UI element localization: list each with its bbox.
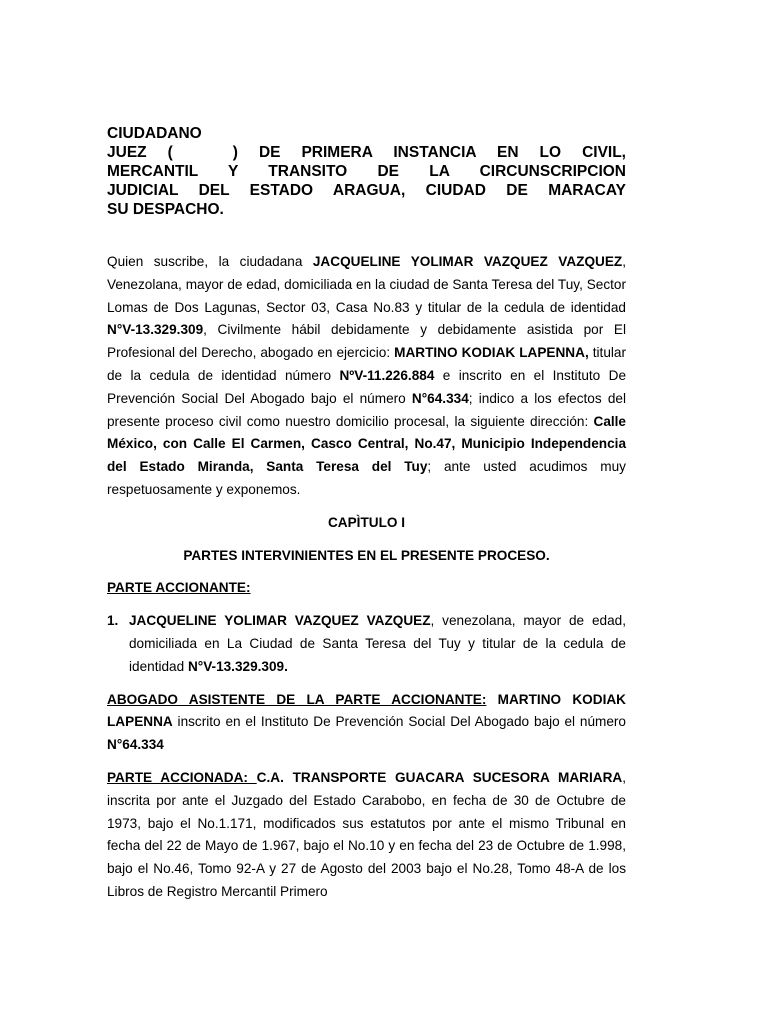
plaintiff-heading: PARTE ACCIONANTE: [107, 580, 251, 596]
defendant-paragraph: PARTE ACCIONADA: C.A. TRANSPORTE GUACARA SUCESORA MARIARA, inscrita por ante el Juzgado del Estado Carabobo, en fecha de 30 de Octubre de 1973, bajo el No.1.171, modificados sus estatutos por ante el mismo Tribunal en fecha del 22 de Mayo de 1.967, bajo el No.10 y en fecha del 23 de Octubre de 1.998, bajo el No.46, Tomo 92-A y 27 de Agosto del 2003 bajo el No.28, Tomo 48-A de los Libros de Registro Mercantil Primero [107, 769, 626, 899]
chapter-title: CAPÌTULO I [327, 514, 406, 530]
header-line-3: MERCANTIL Y TRANSITO DE LA CIRCUNSCRIPCION [107, 163, 626, 180]
lawyer-id: NºV-11.226.884 [339, 367, 435, 383]
addressee-header [107, 124, 626, 219]
list-item [107, 610, 626, 678]
list-item-text: JACQUELINE YOLIMAR VAZQUEZ VAZQUEZ, venezolana, mayor de edad, domiciliada en La Ciudad de Santa Teresa del Tuy y titular de la cedula de identidad N°V-13.329.309. [129, 613, 626, 674]
plaintiff-id: N°V-13.329.309 [107, 322, 204, 338]
intro-paragraph: Quien suscribe, la ciudadana JACQUELINE YOLIMAR VAZQUEZ VAZQUEZ, Venezolana, mayor de edad, domiciliada en la ciudad de Santa Teresa del Tuy, Sector Lomas de Dos Lagunas, Sector 03, Casa No.83 y titular de la cedula de identidad N°V-13.329.309, Civilmente hábil debidamente y debidamente asistida por El Profesional del Derecho, abogado en ejercicio: MARTINO KODIAK LAPENNA, titular de la cedula de identidad número NºV-11.226.884 e inscrito en el Instituto De Prevención Social Del Abogado bajo el número N°64.334; indico a los efectos del presente proceso civil como nuestro domicilio procesal, la siguiente dirección: Calle México, con Calle El Carmen, Casco Central, No.47, Municipio Independencia del Estado Miranda, Santa Teresa del Tuy; ante usted acudimos muy respetuosamente y exponemos. [107, 254, 627, 497]
lawyer-ipsa: N°64.334 [411, 390, 469, 406]
header-line-2: JUEZ ( ) DE PRIMERA INSTANCIA EN LO CIVIL, [107, 144, 626, 161]
plaintiff-name: JACQUELINE YOLIMAR VAZQUEZ VAZQUEZ [312, 254, 623, 269]
list-number: 1. [107, 613, 119, 629]
header-line-5: SU DESPACHO. [107, 201, 224, 218]
assisting-lawyer-paragraph: ABOGADO ASISTENTE DE LA PARTE ACCIONANTE: MARTINO KODIAK LAPENNA inscrito en el Instituto De Prevención Social Del Abogado bajo el número N°64.334 [107, 691, 626, 753]
chapter-subtitle: PARTES INTERVINIENTES EN EL PRESENTE PROCESO. [183, 547, 550, 563]
defendant-name: C.A. TRANSPORTE GUACARA SUCESORA MARIARA [256, 769, 623, 785]
header-line-1: CIUDADANO [107, 125, 202, 142]
procedural-address: Calle México, con Calle El Carmen, Casco Central, No.47, Municipio Independencia del Estado Miranda, Santa Teresa del Tuy [107, 413, 626, 475]
assisting-lawyer-heading: ABOGADO ASISTENTE DE LA PARTE ACCIONANTE: [107, 691, 487, 707]
document-page [107, 124, 626, 904]
lawyer-name: MARTINO KODIAK LAPENNA, [394, 345, 589, 361]
header-line-4: JUDICIAL DEL ESTADO ARAGUA, CIUDAD DE MARACAY [107, 182, 626, 199]
defendant-heading: PARTE ACCIONADA: [107, 769, 257, 785]
